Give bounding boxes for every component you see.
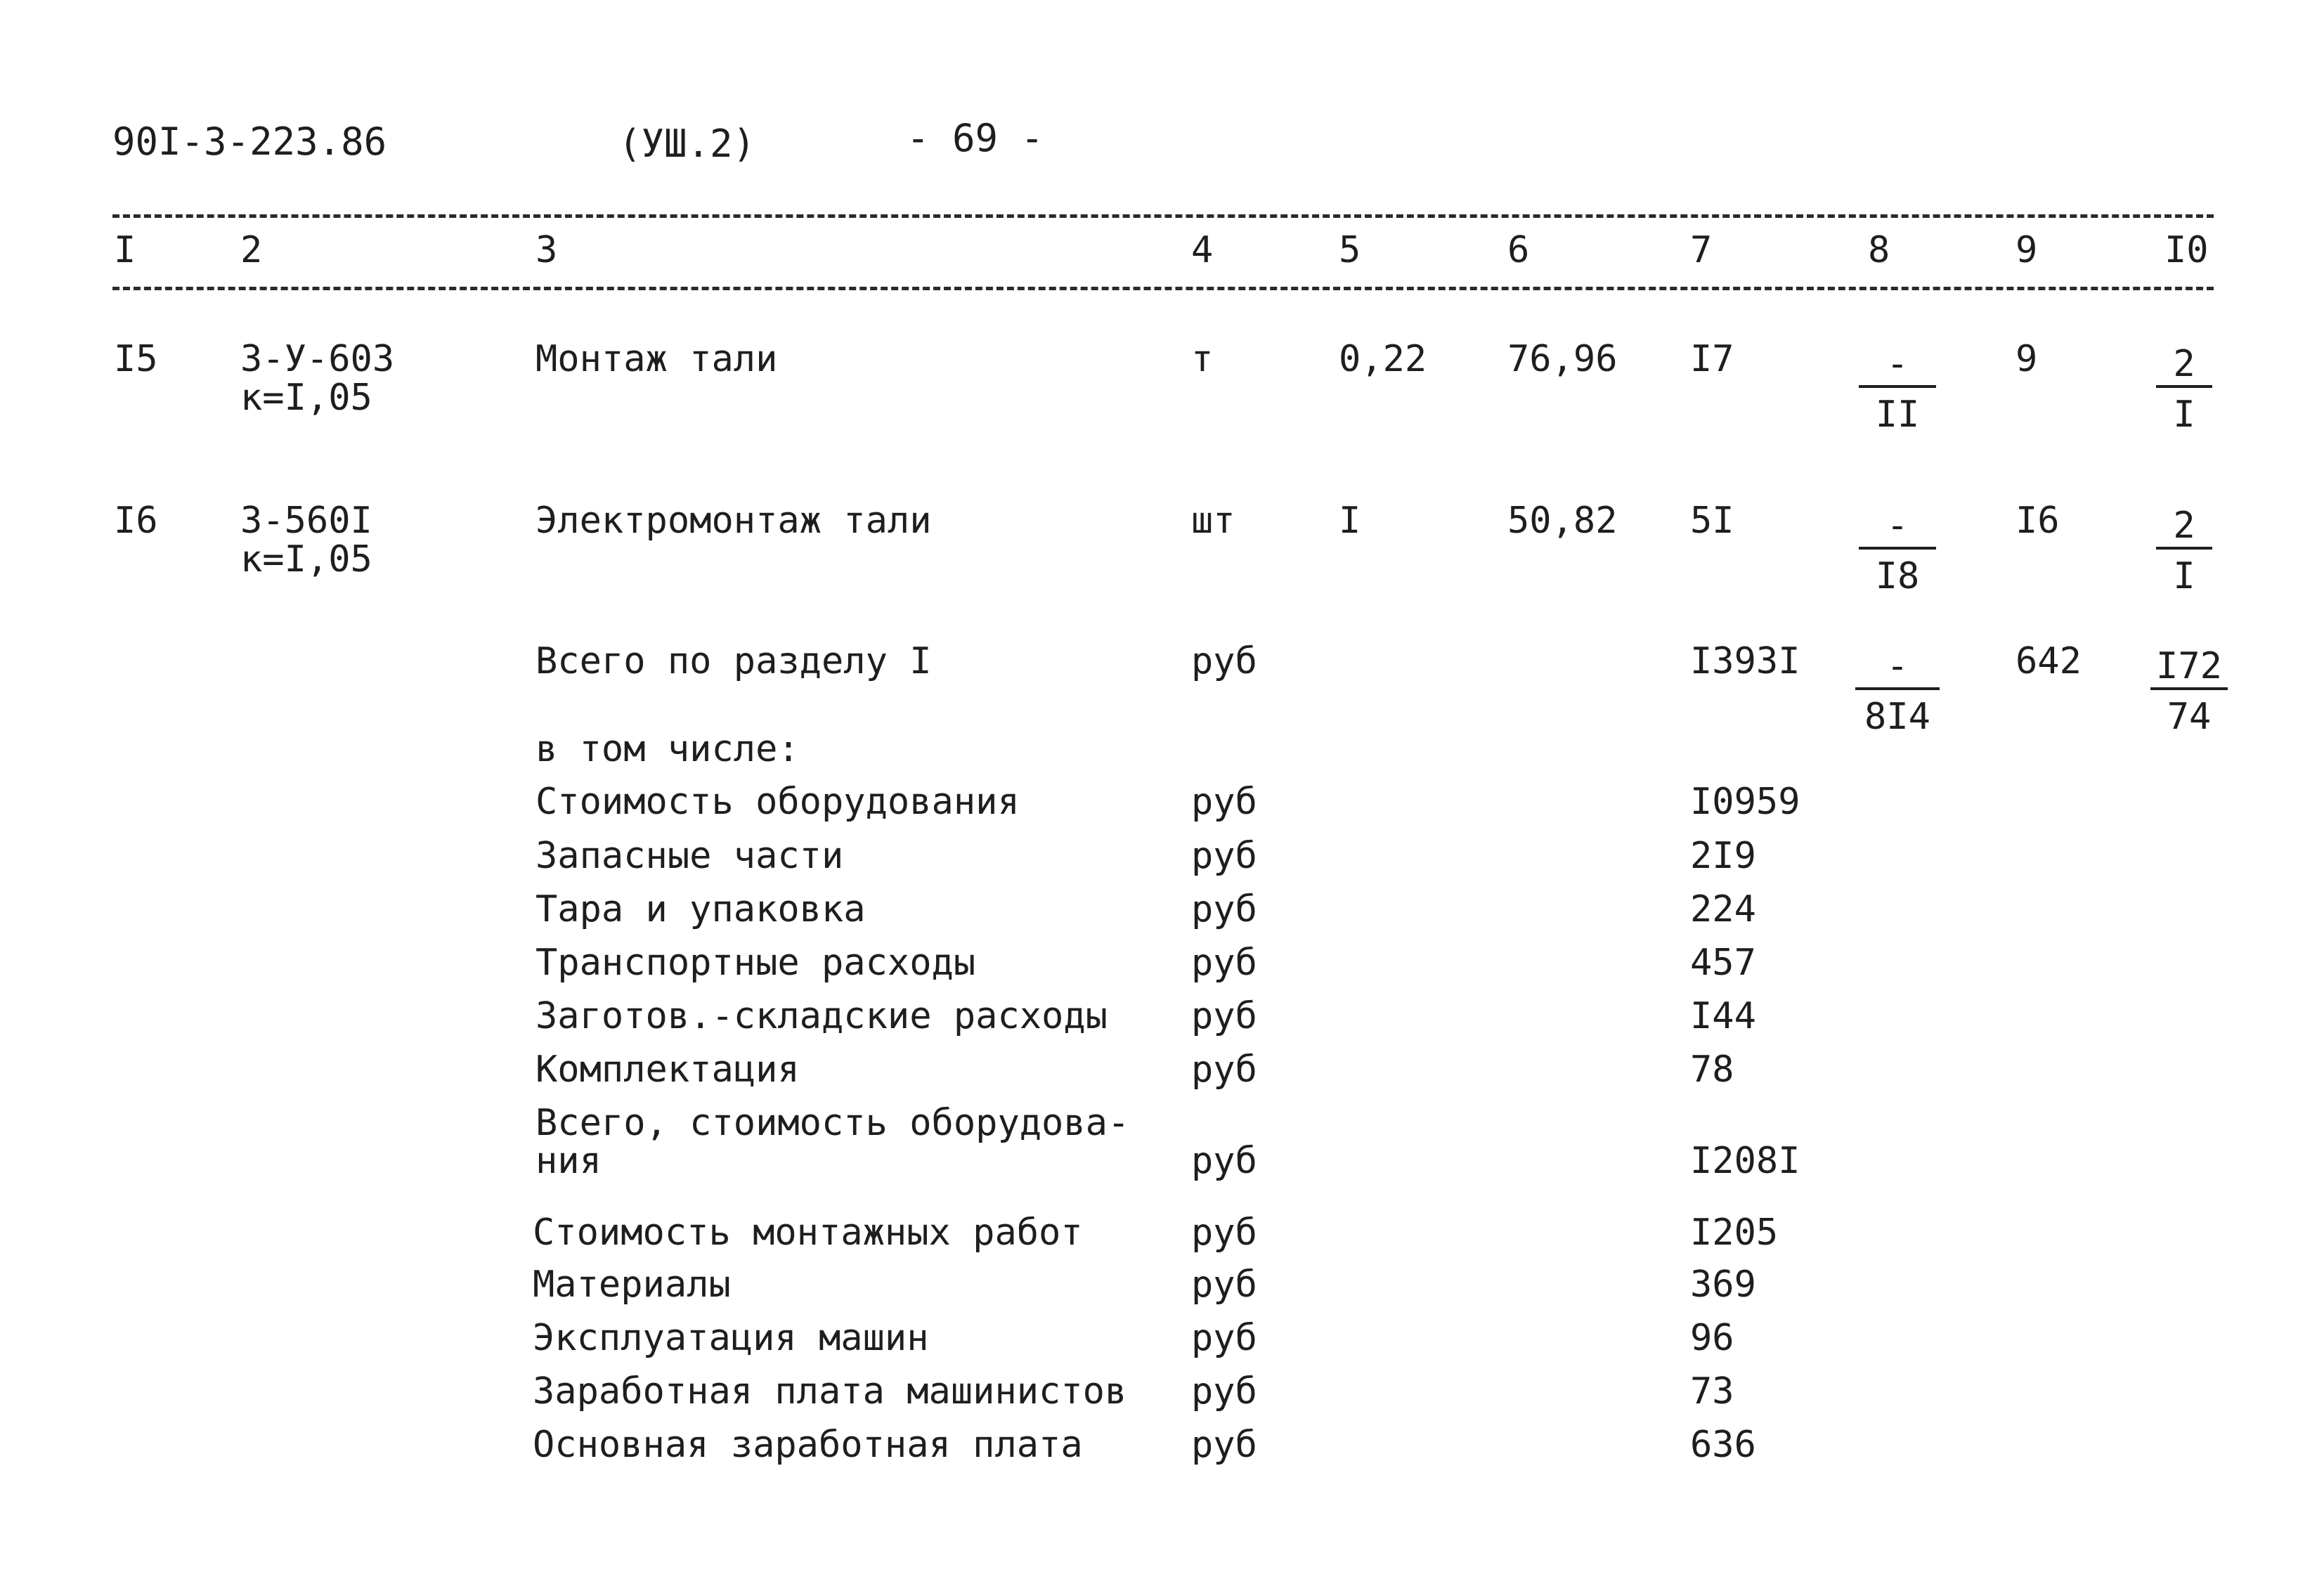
col10-numerator: 2	[2156, 346, 2212, 388]
column-header-9: 9	[2015, 229, 2038, 271]
col9-value: 9	[2015, 338, 2038, 380]
list-item-value: I205	[1690, 1212, 1779, 1254]
list-item-name: Заработная плата машинистов	[533, 1370, 1127, 1413]
list-item-unit: руб	[1191, 1212, 1257, 1254]
col9-value: I6	[2015, 500, 2060, 542]
column-header-1: I	[114, 229, 136, 271]
rate-coefficient: к=I,05	[240, 377, 372, 419]
col10-denominator: I	[2173, 394, 2195, 436]
rate-code: 3-560I	[240, 500, 372, 542]
list-item-name: Материалы	[533, 1264, 731, 1306]
list-item-value: 2I9	[1690, 835, 1756, 877]
list-item-unit: руб	[1191, 1140, 1257, 1182]
col8-denominator: II	[1875, 394, 1920, 436]
list-item-value: 636	[1690, 1424, 1756, 1466]
col8-fraction	[1859, 507, 1936, 595]
list-item-unit: руб	[1191, 781, 1257, 823]
column-header-10: I0	[2164, 229, 2209, 271]
column-header-5: 5	[1339, 229, 1361, 271]
equipment-total-label-line1: Всего, стоимость оборудова-	[535, 1102, 1130, 1144]
total-cost: 5I	[1690, 500, 1734, 542]
col8-numerator: -	[1855, 648, 1940, 690]
row-number: I5	[114, 338, 158, 380]
document-code: 90I-3-223.86	[112, 119, 387, 164]
list-item-value: 96	[1690, 1317, 1734, 1359]
col8-denominator: 8I4	[1864, 696, 1930, 738]
list-item-value: I208I	[1690, 1140, 1800, 1182]
breakdown-label: в том числе:	[535, 728, 800, 770]
list-item-unit: руб	[1191, 1317, 1257, 1359]
column-header-4: 4	[1191, 229, 1214, 271]
col8-numerator: -	[1859, 507, 1936, 550]
section-label: (УШ.2)	[618, 122, 756, 166]
col10-fraction	[2150, 645, 2228, 738]
section-total-label: Всего по разделу I	[535, 640, 932, 682]
col10-denominator: I	[2173, 555, 2195, 597]
list-item-value: I0959	[1690, 781, 1800, 823]
page-number: - 69 -	[907, 116, 1044, 160]
list-item-name: Транспортные расходы	[535, 942, 976, 984]
header-bottom-rule	[112, 287, 2214, 290]
work-name: Монтаж тали	[535, 338, 778, 380]
column-header-8: 8	[1868, 229, 1890, 271]
quantity: I	[1339, 500, 1361, 542]
list-item-unit: руб	[1191, 1264, 1257, 1306]
unit-price: 50,82	[1507, 500, 1618, 542]
total-cost: I393I	[1690, 640, 1800, 682]
column-header-7: 7	[1690, 229, 1713, 271]
header-top-rule	[112, 214, 2214, 218]
list-item-name: Основная заработная плата	[533, 1424, 1083, 1466]
column-header-2: 2	[240, 229, 263, 271]
col10-numerator: 2	[2156, 507, 2212, 550]
list-item-name: Заготов.-складские расходы	[535, 995, 1108, 1037]
column-header-3: 3	[535, 229, 558, 271]
quantity: 0,22	[1339, 338, 1427, 380]
col8-denominator: I8	[1875, 555, 1920, 597]
list-item-unit: руб	[1191, 995, 1257, 1037]
list-item-value: 73	[1690, 1370, 1734, 1413]
list-item-unit: руб	[1191, 942, 1257, 984]
unit: т	[1191, 338, 1214, 380]
col8-fraction	[1859, 343, 1936, 436]
list-item-unit: руб	[1191, 1424, 1257, 1466]
list-item-value: 369	[1690, 1264, 1756, 1306]
list-item-name: Тара и упаковка	[535, 888, 866, 930]
unit-price: 76,96	[1507, 338, 1618, 380]
list-item-unit: руб	[1191, 835, 1257, 877]
list-item-name: Комплектация	[535, 1049, 800, 1091]
equipment-total-label-line2: ния	[535, 1140, 602, 1182]
list-item-name: Запасные части	[535, 835, 844, 877]
list-item-unit: руб	[1191, 1049, 1257, 1091]
list-item-name: Стоимость монтажных работ	[533, 1212, 1083, 1254]
col10-fraction	[2156, 507, 2212, 595]
rate-coefficient: к=I,05	[240, 538, 372, 580]
list-item-name: Эксплуатация машин	[533, 1317, 929, 1359]
col8-numerator: -	[1859, 346, 1936, 388]
col10-denominator: 74	[2167, 696, 2212, 738]
col10-numerator: I72	[2150, 648, 2228, 690]
list-item-unit: руб	[1191, 1370, 1257, 1413]
list-item-unit: руб	[1191, 888, 1257, 930]
unit: шт	[1191, 500, 1235, 542]
list-item-value: 224	[1690, 888, 1756, 930]
list-item-value: 457	[1690, 942, 1756, 984]
col10-fraction	[2156, 343, 2212, 436]
col8-fraction	[1855, 645, 1940, 738]
unit: руб	[1191, 640, 1257, 682]
rate-code: 3-У-603	[240, 338, 395, 380]
row-number: I6	[114, 500, 158, 542]
col9-value: 642	[2015, 640, 2082, 682]
column-header-6: 6	[1507, 229, 1530, 271]
work-name: Электромонтаж тали	[535, 500, 932, 542]
list-item-value: 78	[1690, 1049, 1734, 1091]
total-cost: I7	[1690, 338, 1734, 380]
list-item-value: I44	[1690, 995, 1756, 1037]
list-item-name: Стоимость оборудования	[535, 781, 1020, 823]
